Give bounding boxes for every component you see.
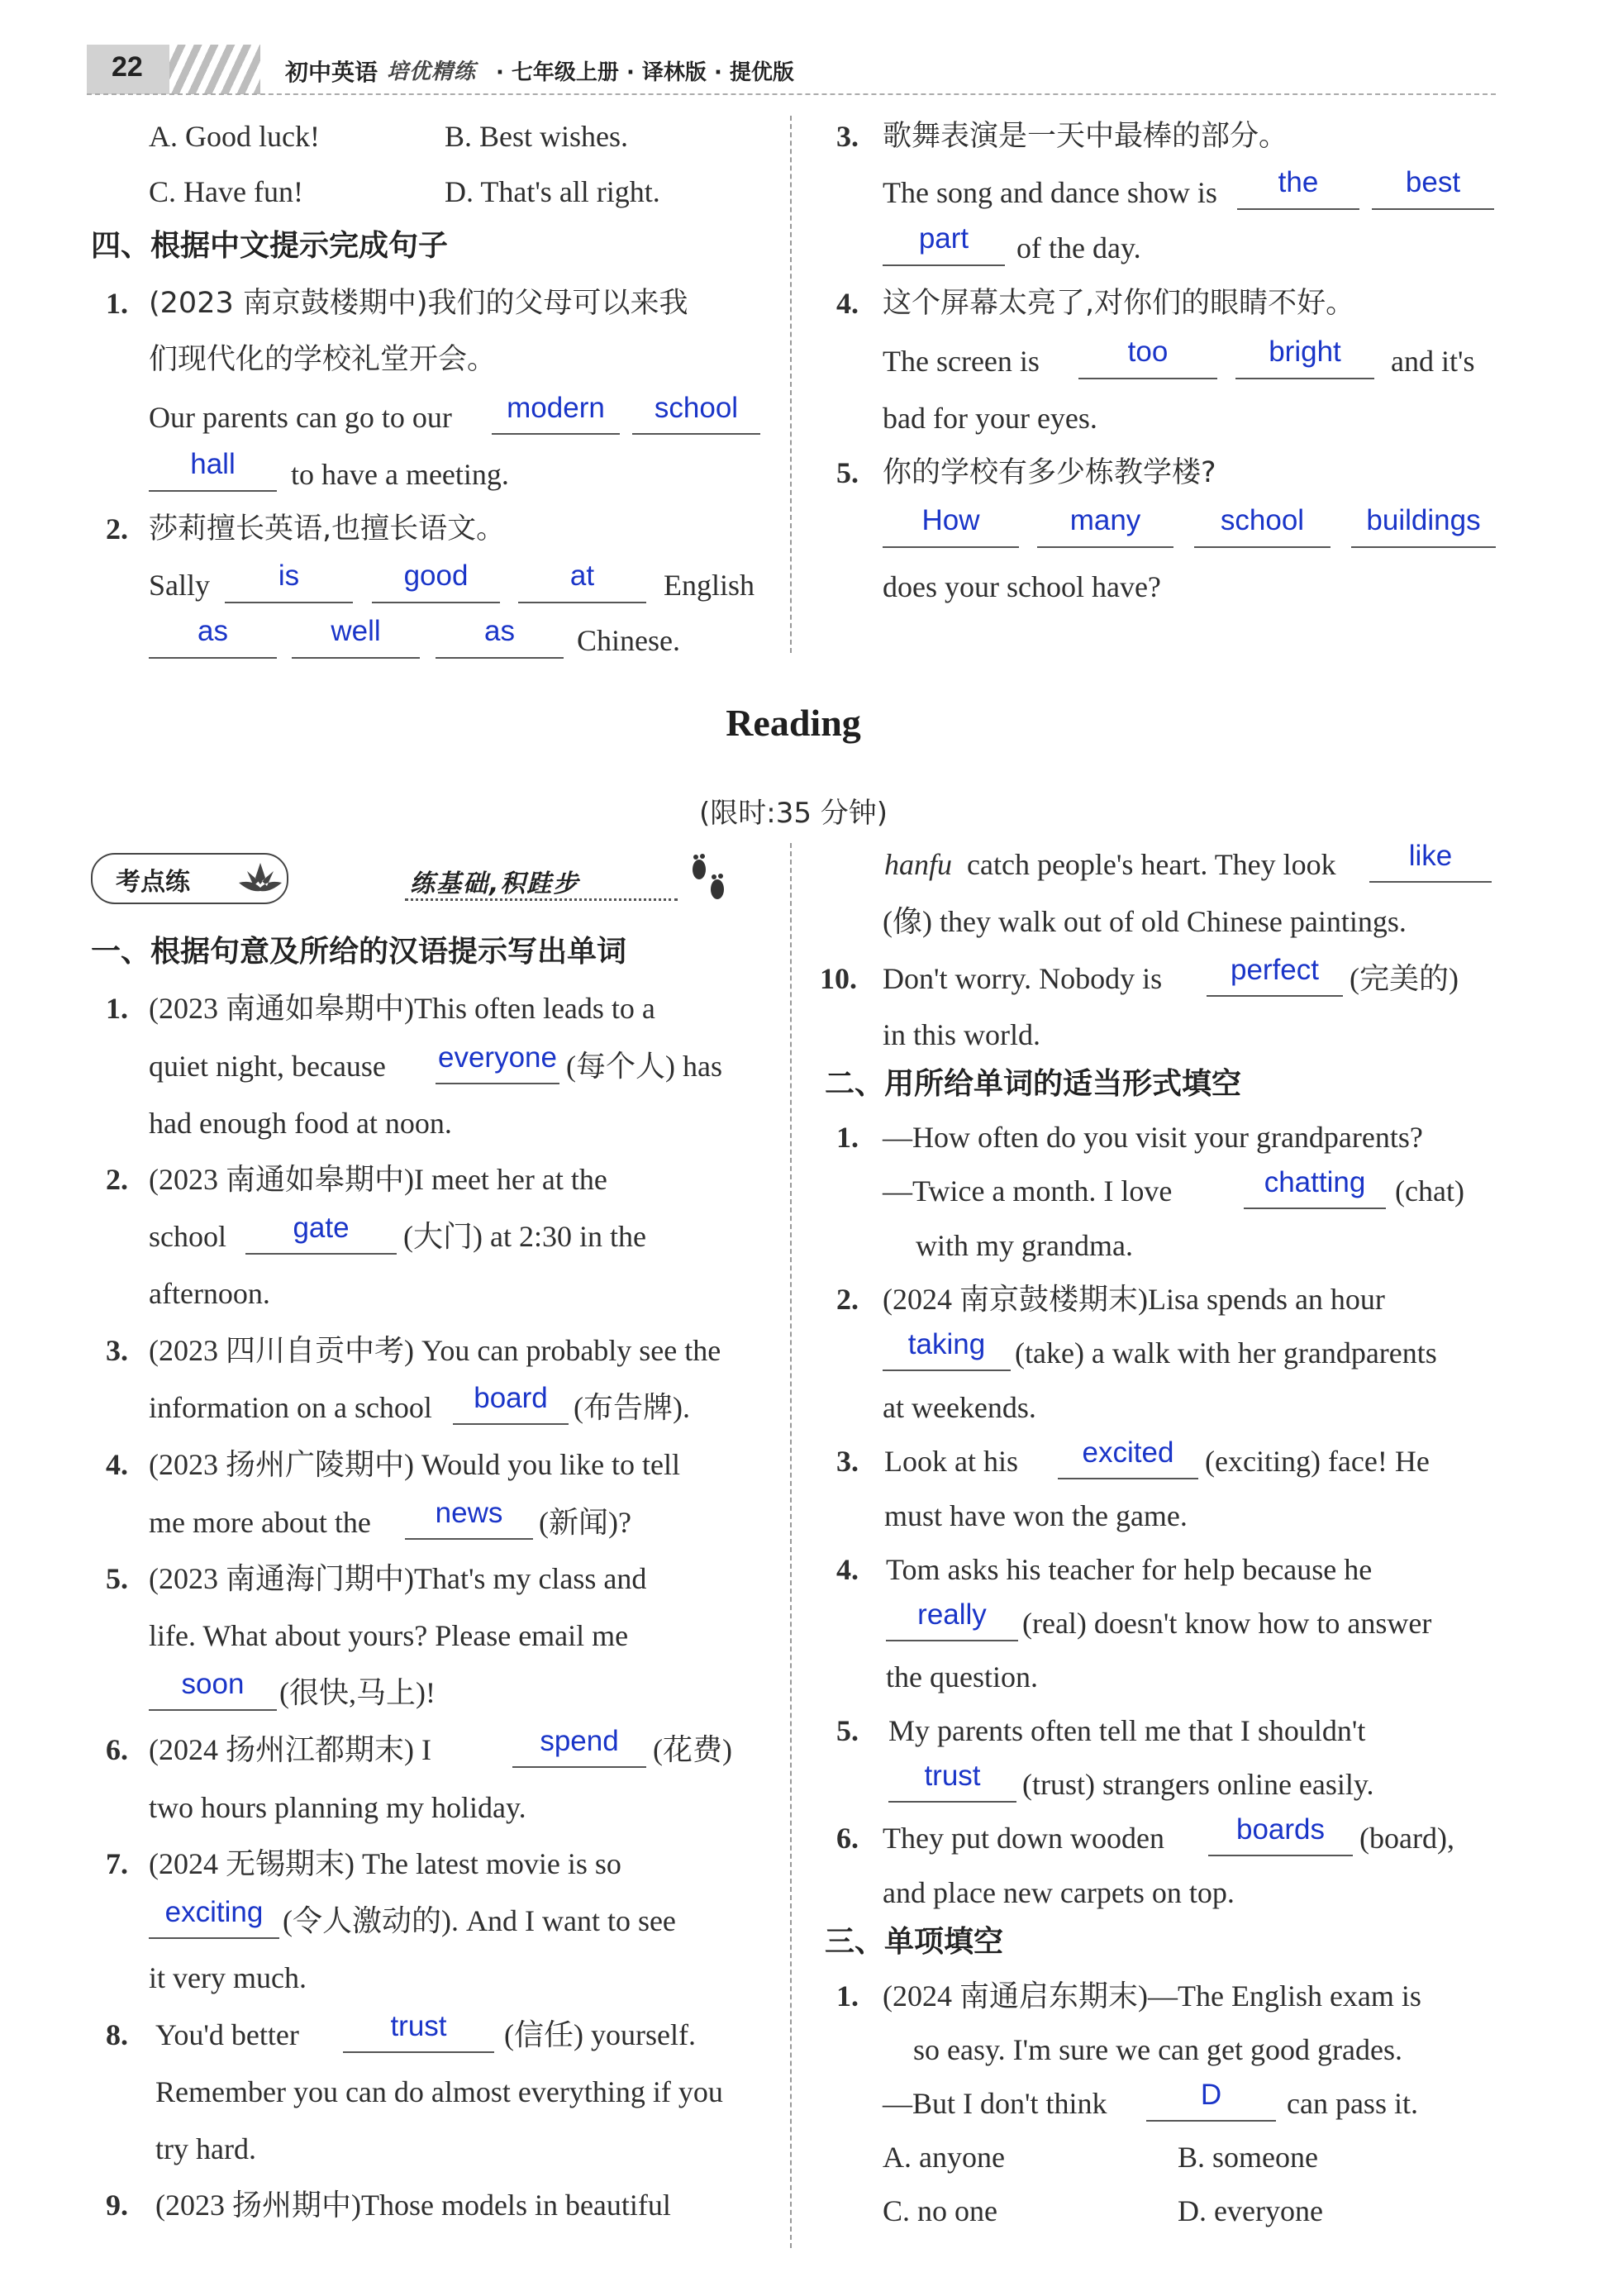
l-q3-a: (2023 四川自贡中考) You can probably see the	[149, 1334, 721, 1367]
l-q4-c: (新闻)?	[539, 1506, 631, 1539]
q3-number: 3.	[836, 120, 859, 153]
l-q8-c: Remember you can do almost everything if you	[155, 2075, 723, 2108]
q4-answer-2: bright	[1269, 336, 1341, 368]
r-q7-blank	[1146, 2120, 1276, 2122]
section1-title: 一、根据句意及所给的汉语提示写出单词	[91, 935, 627, 969]
l-q6-b: (花费)	[653, 1733, 732, 1766]
r-q3-b: (exciting) face! He	[1205, 1445, 1430, 1478]
q1-en-b: to have a meeting.	[291, 458, 509, 491]
q5-blank-2	[1037, 546, 1173, 548]
l-q8-blank	[343, 2051, 494, 2053]
l-q2-c: (大门) at 2:30 in the	[403, 1220, 646, 1253]
l-q2-answer: gate	[293, 1212, 350, 1244]
banner-slogan: 练基础,积跬步	[410, 869, 580, 898]
l-q7-blank	[149, 1937, 279, 1939]
banner-tag: 考点练	[116, 868, 190, 897]
section3-title: 三、单项填空	[825, 1925, 1004, 1959]
r-q6-number: 6.	[836, 1822, 859, 1855]
q5-en-a: does your school have?	[883, 570, 1161, 603]
q5-blank-4	[1351, 546, 1496, 548]
r-q1-answer: chatting	[1264, 1166, 1366, 1198]
r-q5-b: (trust) strangers online easily.	[1022, 1768, 1374, 1801]
r-q4-a: Tom asks his teacher for help because he	[886, 1553, 1373, 1586]
r-q1-d: with my grandma.	[916, 1229, 1133, 1262]
r-q1-c: (chat)	[1395, 1174, 1464, 1208]
q5-number: 5.	[836, 456, 859, 489]
l-q1-answer: everyone	[438, 1041, 557, 1074]
l-q4-number: 4.	[106, 1448, 128, 1481]
q3-en-a: The song and dance show is	[883, 176, 1217, 209]
r-q9-answer: like	[1408, 840, 1453, 872]
l-q3-answer: board	[474, 1382, 548, 1414]
option-a: A. Good luck!	[149, 120, 320, 153]
q3-answer-1: the	[1278, 166, 1319, 198]
r-q7-number: 1.	[836, 1979, 859, 2013]
l-q2-blank	[245, 1253, 397, 1255]
l-q6-c: two hours planning my holiday.	[149, 1791, 526, 1824]
l-q5-answer: soon	[181, 1668, 245, 1700]
footprints-icon	[684, 853, 731, 909]
q4-answer-1: too	[1127, 336, 1169, 368]
r-q9-blank	[1369, 881, 1492, 883]
r-q10-b: (完美的)	[1350, 962, 1459, 995]
r-q9-hanfu: hanfu	[884, 848, 953, 881]
q1-blank-3	[149, 490, 277, 492]
r-q2-answer: taking	[907, 1328, 986, 1360]
l-q9-number: 9.	[106, 2189, 128, 2222]
option-b: B. Best wishes.	[445, 120, 629, 153]
l-q5-number: 5.	[106, 1562, 128, 1595]
q1-answer-2: school	[654, 392, 739, 424]
q3-blank-1	[1237, 208, 1359, 210]
page-number: 22	[112, 51, 143, 83]
option-c: C. Have fun!	[149, 175, 303, 208]
header-stripes	[169, 45, 260, 94]
q3-blank-3	[883, 264, 1005, 266]
q2-en-a: Sally	[149, 569, 211, 602]
l-q7-number: 7.	[106, 1847, 128, 1880]
r-option-c: C. no one	[883, 2194, 997, 2227]
l-q5-b: life. What about yours? Please email me	[149, 1619, 629, 1652]
l-q4-answer: news	[435, 1497, 503, 1529]
reading-title: Reading	[726, 702, 861, 744]
r-q7-d: can pass it.	[1287, 2087, 1418, 2120]
l-q3-b: information on a school	[149, 1391, 432, 1424]
q2-blank-4	[149, 657, 277, 659]
q4-en-a: The screen is	[883, 345, 1040, 378]
q2-blank-6	[436, 657, 564, 659]
r-q4-number: 4.	[836, 1553, 859, 1586]
q5-cn: 你的学校有多少栋教学楼?	[883, 456, 1216, 489]
q1-en-a: Our parents can go to our	[149, 401, 452, 434]
section4-title: 四、根据中文提示完成句子	[91, 229, 449, 263]
r-q3-number: 3.	[836, 1445, 859, 1478]
r-q2-a: (2024 南京鼓楼期末)Lisa spends an hour	[883, 1283, 1385, 1316]
l-q6-a: (2024 扬州江都期末) I	[149, 1733, 431, 1766]
q5-answer-3: school	[1220, 504, 1305, 536]
q2-answer-2: good	[403, 560, 469, 592]
r-q7-b: so easy. I'm sure we can get good grades.	[913, 2033, 1402, 2066]
r-q10-a: Don't worry. Nobody is	[883, 962, 1163, 995]
l-q6-blank	[512, 1766, 646, 1768]
q3-en-b: of the day.	[1016, 231, 1141, 264]
q3-answer-3: part	[918, 222, 969, 255]
r-q6-answer: boards	[1235, 1813, 1326, 1846]
r-option-b: B. someone	[1178, 2141, 1318, 2174]
r-q7-answer: D	[1200, 2079, 1222, 2111]
q1-number: 1.	[106, 287, 128, 320]
r-q3-blank	[1058, 1478, 1198, 1479]
r-q7-a: (2024 南通启东期末)—The English exam is	[883, 1979, 1421, 2013]
r-q2-c: at weekends.	[883, 1391, 1036, 1424]
q5-answer-1: How	[921, 504, 980, 536]
l-q6-answer: spend	[540, 1725, 619, 1757]
q3-cn: 歌舞表演是一天中最棒的部分。	[883, 120, 1288, 153]
q3-blank-2	[1372, 208, 1494, 210]
r-q2-blank	[883, 1370, 1011, 1371]
q2-answer-4: as	[198, 615, 228, 647]
q2-answer-1: is	[278, 560, 300, 592]
q1-cn-b: 们现代化的学校礼堂开会。	[149, 343, 497, 376]
r-q2-number: 2.	[836, 1283, 859, 1316]
r-q3-a: Look at his	[884, 1445, 1018, 1478]
l-q5-c: (很快,马上)!	[279, 1676, 436, 1709]
l-q7-answer: exciting	[164, 1896, 264, 1928]
r-q4-b: (real) doesn't know how to answer	[1022, 1607, 1432, 1640]
l-q5-blank	[149, 1709, 277, 1711]
r-q6-blank	[1208, 1855, 1353, 1856]
q2-answer-5: well	[331, 615, 381, 647]
l-q1-a: (2023 南通如皋期中)This often leads to a	[149, 992, 655, 1025]
l-q3-c: (布告牌).	[574, 1391, 690, 1424]
l-q1-d: had enough food at noon.	[149, 1107, 452, 1140]
r-q5-blank	[888, 1801, 1016, 1803]
q2-en-b: English	[664, 569, 755, 602]
r-q10-c: in this world.	[883, 1018, 1041, 1051]
r-q10-blank	[1207, 995, 1343, 997]
q2-blank-5	[292, 657, 420, 659]
q4-number: 4.	[836, 287, 859, 320]
l-q1-c: (每个人) has	[566, 1050, 722, 1083]
l-q4-blank	[405, 1538, 533, 1540]
q1-blank-1	[492, 433, 620, 435]
q2-cn: 莎莉擅长英语,也擅长语文。	[149, 512, 506, 545]
q4-en-b: and it's	[1391, 345, 1475, 378]
q2-blank-2	[372, 602, 500, 603]
r-q10-number: 10.	[820, 962, 857, 995]
r-q9-c: (像) they walk out of old Chinese paintings.	[883, 905, 1407, 938]
section2-title: 二、用所给单词的适当形式填空	[825, 1067, 1242, 1101]
header-rule	[87, 93, 1496, 95]
l-q5-a: (2023 南通海门期中)That's my class and	[149, 1562, 647, 1595]
column-divider-bottom	[790, 843, 792, 2248]
q2-blank-1	[225, 602, 353, 603]
r-q5-number: 5.	[836, 1714, 859, 1747]
l-q9-a: (2023 扬州期中)Those models in beautiful	[155, 2189, 671, 2222]
banner-dotted-rule	[405, 898, 678, 901]
r-q4-c: the question.	[886, 1660, 1038, 1693]
r-q4-answer: really	[917, 1598, 987, 1631]
r-q1-number: 1.	[836, 1121, 859, 1154]
q1-answer-3: hall	[190, 448, 236, 480]
r-option-a: A. anyone	[883, 2141, 1005, 2174]
l-q1-number: 1.	[106, 992, 128, 1025]
r-q10-answer: perfect	[1231, 954, 1319, 986]
q5-answer-4: buildings	[1366, 504, 1481, 536]
q2-en-c: Chinese.	[577, 624, 680, 657]
r-q5-a: My parents often tell me that I shouldn't	[888, 1714, 1366, 1747]
time-limit: (限时:35 分钟)	[698, 797, 888, 830]
l-q6-number: 6.	[106, 1733, 128, 1766]
l-q1-b: quiet night, because	[149, 1050, 386, 1083]
r-q6-a: They put down wooden	[883, 1822, 1164, 1855]
r-q6-b: (board),	[1359, 1822, 1454, 1855]
l-q1-blank	[436, 1083, 559, 1084]
l-q4-b: me more about the	[149, 1506, 371, 1539]
r-q3-c: must have won the game.	[884, 1499, 1188, 1532]
q2-number: 2.	[106, 512, 128, 545]
q1-cn-a: (2023 南京鼓楼期中)我们的父母可以来我	[149, 287, 688, 320]
r-option-d: D. everyone	[1178, 2194, 1323, 2227]
r-q1-blank	[1244, 1208, 1386, 1209]
q5-answer-2: many	[1069, 504, 1141, 536]
l-q8-answer: trust	[390, 2010, 447, 2042]
book-title: 初中英语	[285, 59, 378, 86]
option-d: D. That's all right.	[445, 175, 660, 208]
l-q3-number: 3.	[106, 1334, 128, 1367]
q4-en-c: bad for your eyes.	[883, 402, 1097, 435]
q3-answer-2: best	[1405, 166, 1461, 198]
series-logo: 培优精练	[387, 60, 477, 84]
l-q2-number: 2.	[106, 1163, 128, 1196]
r-q5-answer: trust	[924, 1760, 981, 1792]
l-q8-a: You'd better	[155, 2018, 299, 2051]
q4-cn: 这个屏幕太亮了,对你们的眼睛不好。	[883, 287, 1355, 320]
q2-answer-6: as	[484, 615, 515, 647]
r-q9-b: catch people's heart. They look	[967, 848, 1336, 881]
lotus-icon	[236, 856, 285, 896]
l-q3-blank	[453, 1423, 569, 1425]
q4-blank-2	[1235, 378, 1374, 379]
q2-blank-3	[518, 602, 646, 603]
r-q2-b: (take) a walk with her grandparents	[1015, 1336, 1437, 1370]
r-q4-blank	[886, 1640, 1018, 1641]
q1-answer-1: modern	[507, 392, 605, 424]
column-divider-top	[790, 116, 792, 653]
q1-blank-2	[632, 433, 760, 435]
l-q4-a: (2023 扬州广陵期中) Would you like to tell	[149, 1448, 681, 1481]
q2-answer-3: at	[569, 560, 595, 592]
r-q7-c: —But I don't think	[883, 2087, 1107, 2120]
l-q7-a: (2024 无锡期末) The latest movie is so	[149, 1847, 621, 1880]
l-q8-number: 8.	[106, 2018, 128, 2051]
l-q8-b: (信任) yourself.	[504, 2018, 696, 2051]
r-q1-b: —Twice a month. I love	[883, 1174, 1173, 1208]
r-q6-c: and place new carpets on top.	[883, 1876, 1235, 1909]
r-q3-answer: excited	[1082, 1436, 1174, 1469]
l-q8-d: try hard.	[155, 2132, 256, 2165]
q5-blank-1	[883, 546, 1019, 548]
q4-blank-1	[1078, 378, 1217, 379]
l-q2-b: school	[149, 1220, 226, 1253]
r-q1-a: —How often do you visit your grandparents?	[883, 1121, 1423, 1154]
l-q2-a: (2023 南通如皋期中)I meet her at the	[149, 1163, 607, 1196]
l-q2-d: afternoon.	[149, 1277, 270, 1310]
edition-label: · 七年级上册 · 译林版 · 提优版	[496, 60, 794, 85]
l-q7-c: it very much.	[149, 1961, 307, 1994]
l-q7-b: (令人激动的). And I want to see	[283, 1904, 676, 1937]
q5-blank-3	[1194, 546, 1331, 548]
